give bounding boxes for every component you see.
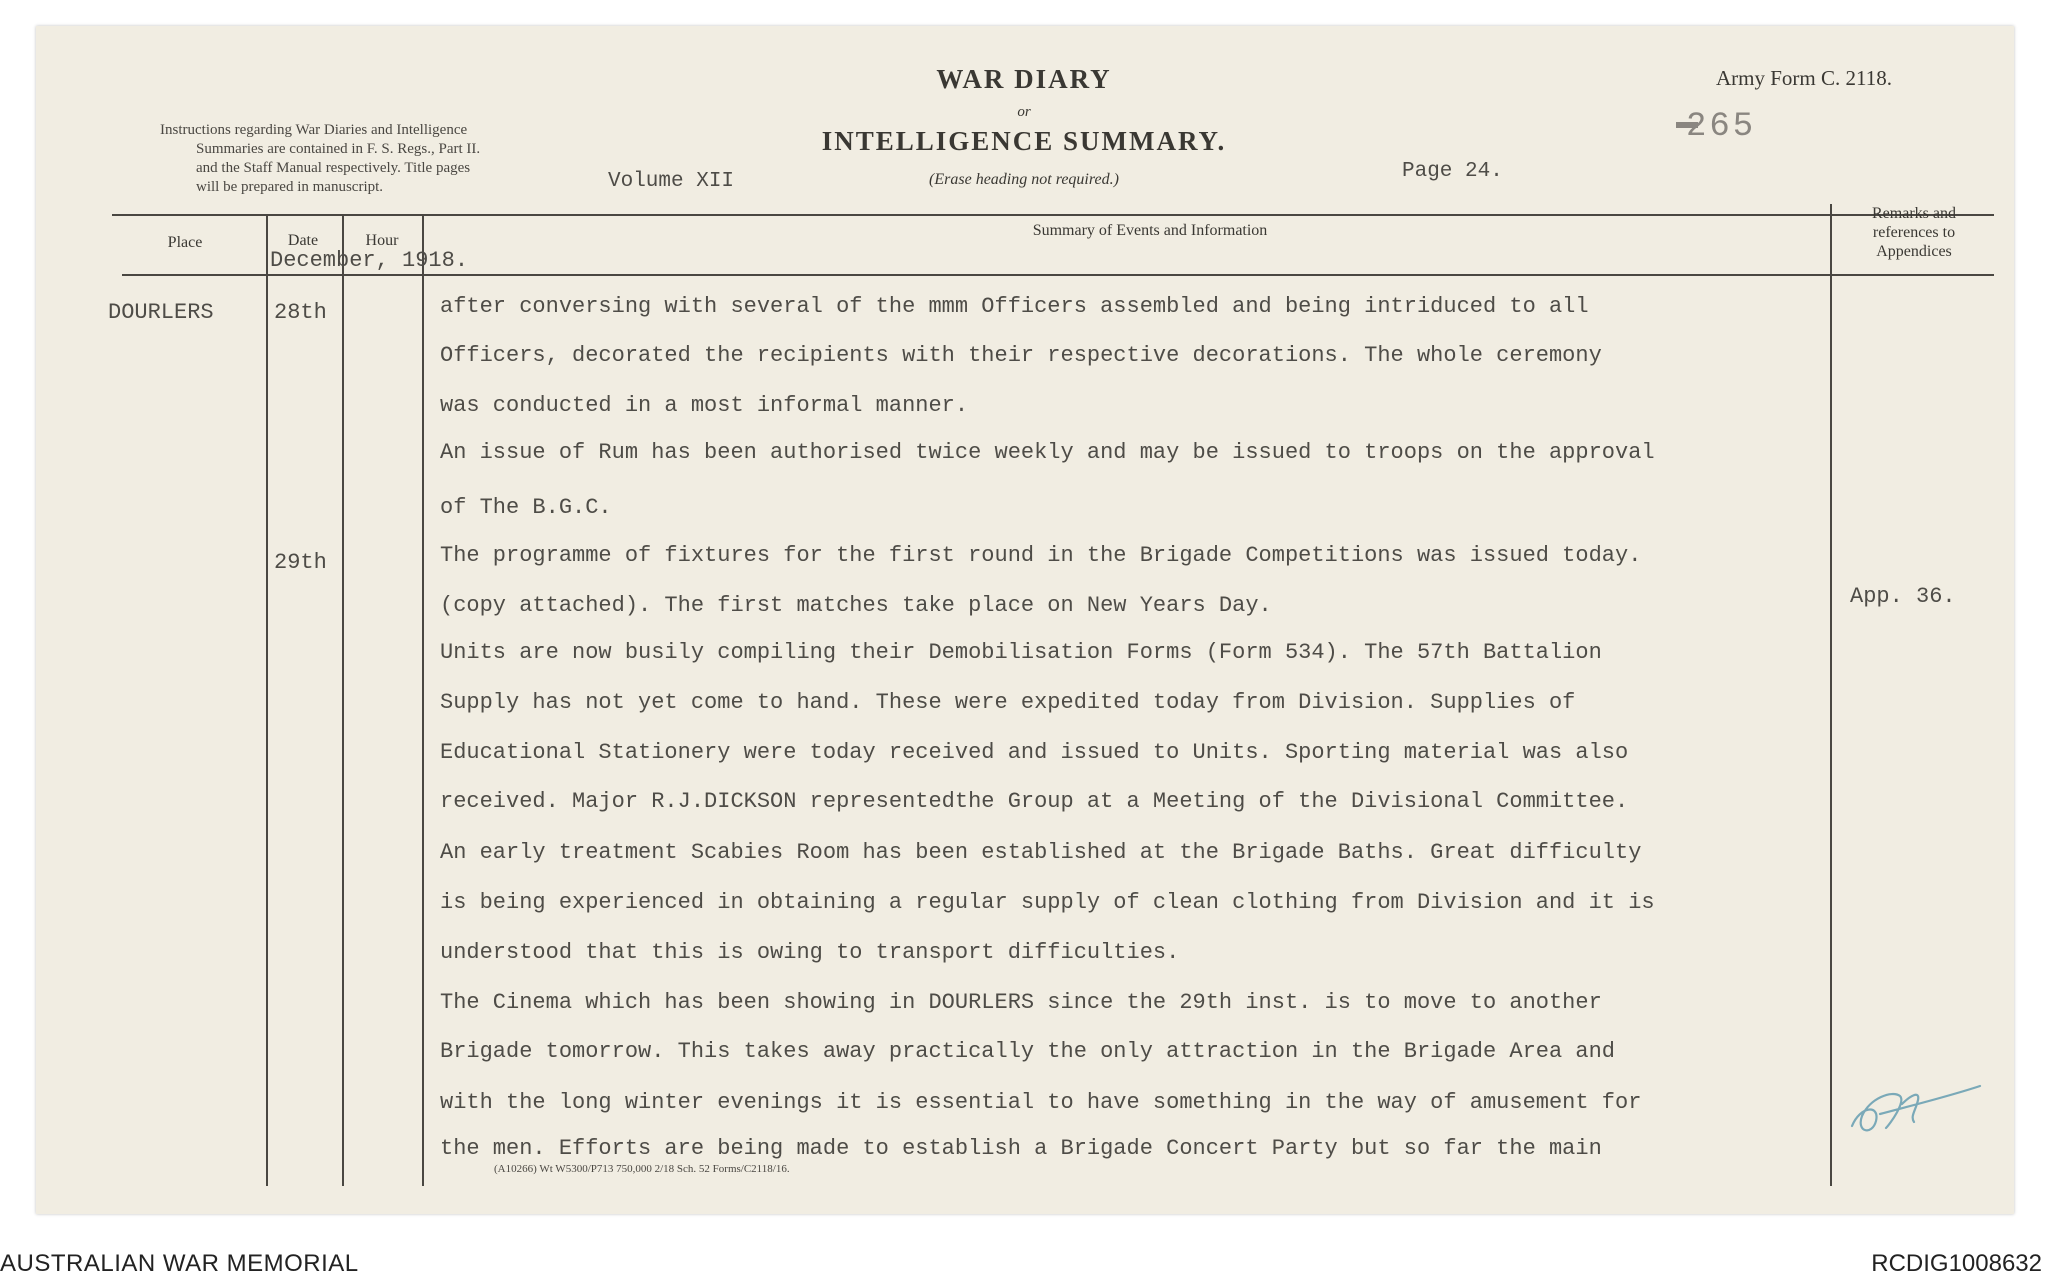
summary-remarks-divider — [1830, 204, 1832, 1186]
remarks-header-line: Remarks and — [1872, 205, 1956, 222]
summary-line: Brigade tomorrow. This takes away practically the only attraction in the Brigade Area and — [440, 1039, 1615, 1064]
summary-line: was conducted in a most informal manner. — [440, 393, 969, 418]
diary-title: WAR DIARY — [936, 64, 1112, 94]
table-top-rule — [112, 214, 1994, 216]
place-entry: DOURLERS — [108, 300, 214, 325]
erase-note: (Erase heading not required.) — [929, 171, 1119, 188]
summary-line: (copy attached). The first matches take place on New Years Day. — [440, 593, 1272, 618]
remarks-header-line: Appendices — [1876, 243, 1952, 260]
summary-line: the men. Efforts are being made to establish a Brigade Concert Party but so far the main — [440, 1136, 1602, 1161]
instructions-line: Instructions regarding War Diaries and Intelligence — [160, 122, 468, 138]
summary-line: is being experienced in obtaining a regular supply of clean clothing from Division and it is — [440, 890, 1655, 915]
diary-page — [36, 26, 2014, 1214]
summary-line: An issue of Rum has been authorised twice weekly and may be issued to troops on the approval — [440, 440, 1655, 465]
column-header-date: Date — [287, 232, 319, 249]
remarks-header-line: references to — [1872, 224, 1956, 241]
page-number: Page 24. — [1402, 160, 1503, 183]
summary-line: understood that this is owing to transport difficulties. — [440, 940, 1180, 965]
instructions-line: will be prepared in manuscript. — [196, 179, 384, 195]
summary-line: Educational Stationery were today received and issued to Units. Sporting material was also — [440, 740, 1629, 765]
date-hour-divider — [342, 214, 344, 1186]
instructions-line: Summaries are contained in F. S. Regs., Part II. — [196, 141, 481, 157]
volume-label: Volume XII — [608, 170, 735, 193]
column-header-remarks — [1834, 204, 1994, 261]
column-header-summary: Summary of Events and Information — [1032, 222, 1268, 239]
month-year: December, 1918. — [270, 248, 469, 273]
folio-number: 265 — [1686, 108, 1757, 146]
date-entry-28: 28th — [274, 300, 327, 325]
summary-line: of The B.G.C. — [440, 495, 612, 520]
summary-line: An early treatment Scabies Room has been established at the Brigade Baths. Great difficulty — [440, 840, 1642, 865]
record-id: RCDIG1008632 — [1871, 1250, 2042, 1277]
summary-line: Units are now busily compiling their Demobilisation Forms (Form 534). The 57th Battalion — [440, 640, 1602, 665]
printer-imprint: (A10266) Wt W5300/P713 750,000 2/18 Sch. 52 Forms/C2118/16. — [494, 1163, 790, 1175]
diary-subtitle: INTELLIGENCE SUMMARY. — [821, 126, 1227, 156]
summary-line: The programme of fixtures for the first round in the Brigade Competitions was issued today. — [440, 543, 1642, 568]
summary-line: Officers, decorated the recipients with their respective decorations. The whole ceremony — [440, 343, 1602, 368]
summary-line: received. Major R.J.DICKSON representedthe Group at a Meeting of the Divisional Committee. — [440, 789, 1629, 814]
hour-summary-divider — [422, 214, 424, 1186]
archive-credit: AUSTRALIAN WAR MEMORIAL — [0, 1250, 359, 1277]
place-date-divider — [266, 214, 268, 1186]
appendix-reference: App. 36. — [1850, 584, 1956, 609]
instructions-line: and the Staff Manual respectively. Title pages — [196, 160, 471, 176]
summary-line: Supply has not yet come to hand. These were expedited today from Division. Supplies of — [440, 690, 1576, 715]
instructions-block — [160, 121, 600, 197]
signature-mark — [1840, 1066, 1990, 1146]
title-or: or — [1017, 104, 1031, 120]
army-form-number: Army Form C. 2118. — [1716, 66, 1892, 90]
summary-line: with the long winter evenings it is essential to have something in the way of amusement for — [440, 1090, 1642, 1115]
summary-line: The Cinema which has been showing in DOURLERS since the 29th inst. is to move to another — [440, 990, 1602, 1015]
summary-line: after conversing with several of the mmm Officers assembled and being intriduced to all — [440, 294, 1589, 319]
header-bottom-rule — [122, 274, 1994, 276]
column-header-hour: Hour — [365, 232, 399, 249]
column-header-place: Place — [167, 234, 203, 251]
date-entry-29: 29th — [274, 550, 327, 575]
